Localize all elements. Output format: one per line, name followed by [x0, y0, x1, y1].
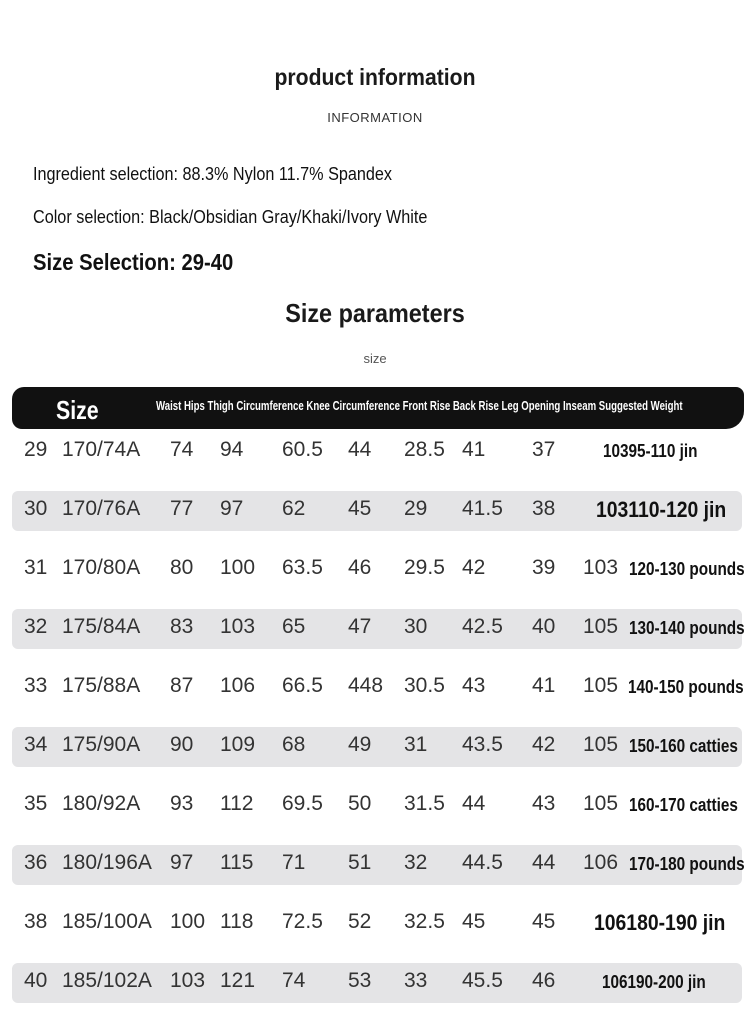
suggested-weight-cell: 140-150 pounds: [628, 677, 744, 697]
thigh-cell: 68: [282, 733, 306, 756]
back-rise-cell: 45: [462, 910, 486, 933]
hips-cell: 112: [220, 792, 254, 815]
size-cell: 38: [24, 910, 48, 933]
size-cell: 40: [24, 969, 48, 992]
ingredient-info: Ingredient selection: 88.3% Nylon 11.7% Spandex: [33, 164, 393, 184]
suggested-weight-cell: 160-170 catties: [629, 795, 738, 815]
suggested-weight-cell: 130-140 pounds: [629, 618, 745, 638]
page-title: product information: [274, 64, 476, 90]
back-rise-cell: 44.5: [462, 851, 503, 874]
height-cell: 175/84A: [62, 615, 141, 638]
knee-cell: 47: [348, 615, 372, 638]
inseam-cell: 105: [583, 674, 619, 697]
waist-cell: 87: [170, 674, 194, 697]
inseam-cell: 106: [583, 851, 619, 874]
thigh-cell: 60.5: [282, 438, 323, 461]
size-cell: 30: [24, 497, 48, 520]
leg-opening-cell: 42: [532, 733, 556, 756]
waist-cell: 80: [170, 556, 194, 579]
suggested-weight-cell: 106180-190 jin: [594, 910, 726, 935]
leg-opening-cell: 37: [532, 438, 556, 461]
height-cell: 175/88A: [62, 674, 141, 697]
size-cell: 33: [24, 674, 48, 697]
color-info: Color selection: Black/Obsidian Gray/Khaki/Ivory White: [33, 207, 428, 227]
inseam-cell: 103: [583, 556, 619, 579]
size-parameters-subtitle: size: [363, 351, 387, 366]
size-cell: 32: [24, 615, 48, 638]
height-cell: 170/76A: [62, 497, 141, 520]
height-cell: 170/74A: [62, 438, 141, 461]
waist-cell: 83: [170, 615, 194, 638]
size-parameters-title: Size parameters: [285, 298, 465, 328]
knee-cell: 44: [348, 438, 372, 461]
knee-cell: 52: [348, 910, 372, 933]
knee-cell: 448: [348, 674, 384, 697]
front-rise-cell: 30: [404, 615, 428, 638]
waist-cell: 77: [170, 497, 194, 520]
thigh-cell: 62: [282, 497, 306, 520]
suggested-weight-cell: 170-180 pounds: [629, 854, 745, 874]
leg-opening-cell: 39: [532, 556, 556, 579]
hips-cell: 121: [220, 969, 256, 992]
waist-cell: 97: [170, 851, 194, 874]
size-info: Size Selection: 29-40: [33, 249, 234, 275]
waist-cell: 93: [170, 792, 194, 815]
suggested-weight-cell: 103110-120 jin: [596, 497, 727, 522]
leg-opening-cell: 40: [532, 615, 556, 638]
front-rise-cell: 30.5: [404, 674, 445, 697]
hips-cell: 100: [220, 556, 256, 579]
thigh-cell: 66.5: [282, 674, 323, 697]
front-rise-cell: 29: [404, 497, 428, 520]
knee-cell: 50: [348, 792, 372, 815]
inseam-cell: 105: [583, 733, 619, 756]
leg-opening-cell: 43: [532, 792, 556, 815]
height-cell: 170/80A: [62, 556, 141, 579]
suggested-weight-cell: 120-130 pounds: [629, 559, 745, 579]
knee-cell: 46: [348, 556, 372, 579]
thigh-cell: 69.5: [282, 792, 323, 815]
front-rise-cell: 31: [404, 733, 428, 756]
thigh-cell: 65: [282, 615, 306, 638]
leg-opening-cell: 41: [532, 674, 556, 697]
leg-opening-cell: 46: [532, 969, 556, 992]
back-rise-cell: 42.5: [462, 615, 503, 638]
height-cell: 175/90A: [62, 733, 141, 756]
inseam-cell: 105: [583, 615, 619, 638]
knee-cell: 53: [348, 969, 372, 992]
thigh-cell: 74: [282, 969, 306, 992]
front-rise-cell: 33: [404, 969, 428, 992]
size-cell: 34: [24, 733, 48, 756]
size-cell: 35: [24, 792, 48, 815]
size-cell: 36: [24, 851, 48, 874]
hips-cell: 118: [220, 910, 254, 933]
hips-cell: 115: [220, 851, 254, 874]
front-rise-cell: 32.5: [404, 910, 445, 933]
waist-cell: 74: [170, 438, 194, 461]
height-cell: 180/196A: [62, 851, 152, 874]
front-rise-cell: 31.5: [404, 792, 445, 815]
page-subtitle: INFORMATION: [327, 110, 423, 125]
height-cell: 185/100A: [62, 910, 152, 933]
table-header-size: Size: [56, 395, 99, 425]
front-rise-cell: 28.5: [404, 438, 445, 461]
leg-opening-cell: 44: [532, 851, 556, 874]
suggested-weight-cell: 150-160 catties: [629, 736, 738, 756]
back-rise-cell: 44: [462, 792, 486, 815]
back-rise-cell: 43.5: [462, 733, 503, 756]
waist-cell: 90: [170, 733, 194, 756]
knee-cell: 49: [348, 733, 372, 756]
thigh-cell: 71: [282, 851, 306, 874]
back-rise-cell: 43: [462, 674, 486, 697]
suggested-weight-cell: 10395-110 jin: [603, 441, 698, 461]
thigh-cell: 63.5: [282, 556, 323, 579]
hips-cell: 103: [220, 615, 256, 638]
back-rise-cell: 41: [462, 438, 486, 461]
suggested-weight-cell: 106190-200 jin: [602, 972, 706, 992]
knee-cell: 45: [348, 497, 372, 520]
waist-cell: 103: [170, 969, 206, 992]
height-cell: 185/102A: [62, 969, 152, 992]
back-rise-cell: 41.5: [462, 497, 503, 520]
front-rise-cell: 32: [404, 851, 428, 874]
knee-cell: 51: [348, 851, 372, 874]
height-cell: 180/92A: [62, 792, 141, 815]
size-cell: 29: [24, 438, 48, 461]
back-rise-cell: 42: [462, 556, 486, 579]
leg-opening-cell: 38: [532, 497, 556, 520]
leg-opening-cell: 45: [532, 910, 556, 933]
size-cell: 31: [24, 556, 48, 579]
thigh-cell: 72.5: [282, 910, 323, 933]
hips-cell: 94: [220, 438, 244, 461]
hips-cell: 109: [220, 733, 256, 756]
inseam-cell: 105: [583, 792, 619, 815]
table-header-columns: Waist Hips Thigh Circumference Knee Circumference Front Rise Back Rise Leg Opening Inseam Suggested Weight: [156, 398, 683, 413]
hips-cell: 97: [220, 497, 244, 520]
back-rise-cell: 45.5: [462, 969, 503, 992]
hips-cell: 106: [220, 674, 256, 697]
front-rise-cell: 29.5: [404, 556, 445, 579]
waist-cell: 100: [170, 910, 206, 933]
